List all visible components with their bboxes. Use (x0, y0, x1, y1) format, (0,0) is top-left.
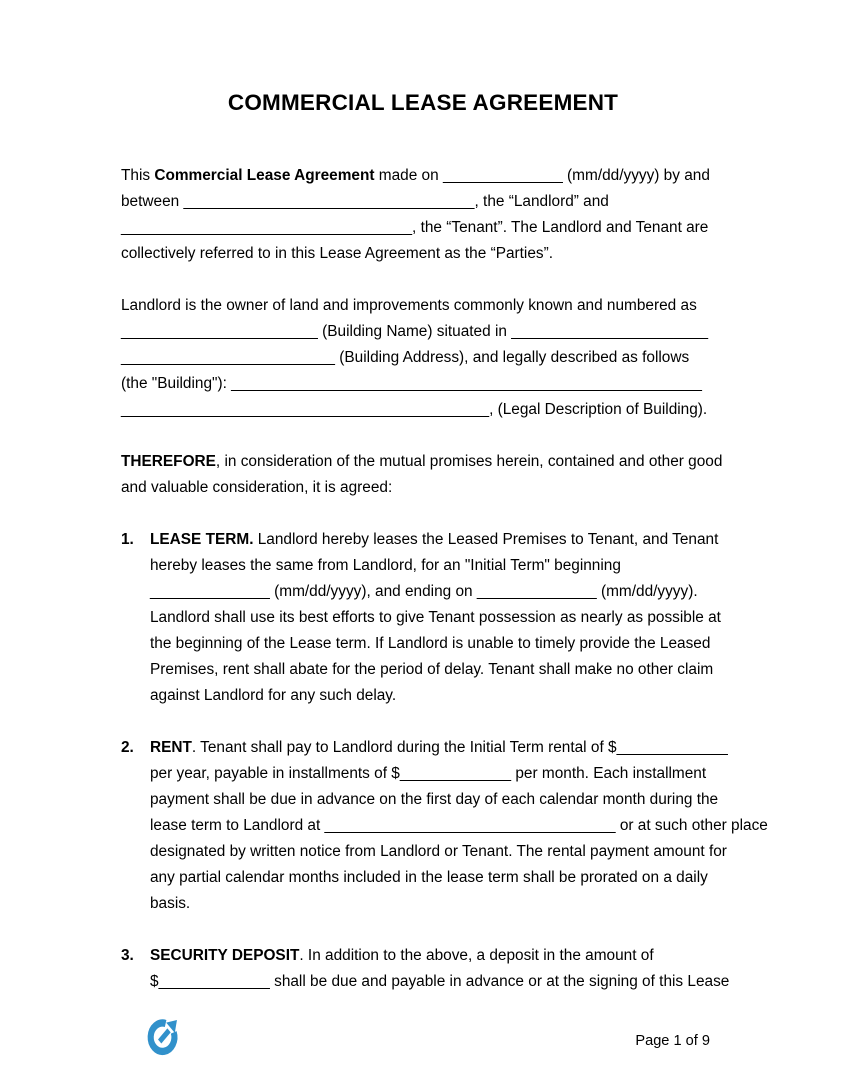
text-run: , the “Landlord” and (474, 193, 609, 210)
text-line (121, 475, 725, 501)
text-run: against Landlord for any such delay. (150, 687, 397, 704)
section-text (150, 527, 725, 709)
text-run: (the "Building"): (121, 375, 232, 392)
blank-line: __________________________________ (183, 193, 475, 210)
intro-paragraphs (121, 163, 725, 501)
blank-line: _______________________ (121, 323, 318, 340)
text-line (121, 397, 725, 423)
text-line (121, 449, 725, 475)
text-line (121, 371, 725, 397)
blank-line: ______________ (442, 167, 563, 184)
text-run: or at such other place (615, 817, 768, 834)
text-run: (mm/dd/yyyy), and ending on (269, 583, 477, 600)
section-text (150, 735, 768, 917)
page-number-label: Page 1 of 9 (635, 1033, 710, 1049)
blank-line: _______________________ (511, 323, 709, 340)
rent-clause (121, 735, 768, 917)
text-run: . In addition to the above, a deposit in the amount of (299, 947, 654, 964)
text-run: the beginning of the Lease term. If Landlord is unable to timely provide the Leased (150, 635, 711, 652)
bold-text: LEASE TERM. (150, 531, 254, 548)
text-line (150, 761, 768, 787)
text-run: (Building Address), and legally described as follows (335, 349, 690, 366)
text-line (150, 865, 768, 891)
page-content (121, 0, 768, 1021)
blank-line: _________________________ (121, 349, 335, 366)
text-run: Premises, rent shall abate for the period of delay. Tenant shall make no other claim (150, 661, 714, 678)
text-line (150, 839, 768, 865)
security-deposit-clause (121, 943, 730, 995)
text-run: and valuable consideration, it is agreed: (121, 479, 393, 496)
text-run: shall be due and payable in advance or at the signing of this Lease (269, 973, 730, 990)
text-run: between (121, 193, 184, 210)
text-run: lease term to Landlord at (150, 817, 325, 834)
text-line (150, 553, 725, 579)
text-run: hereby leases the same from Landlord, for an "Initial Term" beginning (150, 557, 621, 574)
numbered-sections (121, 527, 768, 995)
text-line (150, 657, 725, 683)
text-line (121, 319, 725, 345)
blank-line: __________________________________ (324, 817, 616, 834)
text-run: Landlord hereby leases the Leased Premises to Tenant, and Tenant (253, 531, 719, 548)
text-run: designated by written notice from Landlord or Tenant. The rental payment amount for (150, 843, 727, 860)
text-run: collectively referred to in this Lease Agreement as the “Parties”. (121, 245, 553, 262)
text-run: (mm/dd/yyyy) by and (562, 167, 710, 184)
text-run: basis. (150, 895, 191, 912)
text-run: per month. Each installment (511, 765, 707, 782)
section-number: 2. (121, 739, 134, 756)
text-line (150, 527, 725, 553)
text-line (150, 813, 768, 839)
blank-line: __________________________________ (121, 219, 413, 236)
text-line (121, 241, 725, 267)
section-number: 3. (121, 947, 134, 964)
text-run: , (Legal Description of Building). (489, 401, 708, 418)
text-line (150, 683, 725, 709)
document-title: COMMERCIAL LEASE AGREEMENT (227, 90, 619, 115)
text-line (121, 163, 725, 189)
text-run: made on (374, 167, 443, 184)
bold-text: SECURITY DEPOSIT (150, 947, 300, 964)
bold-text: Commercial Lease Agreement (154, 167, 375, 184)
text-run: any partial calendar months included in the lease term shall be prorated on a daily (150, 869, 708, 886)
section-number: 1. (121, 531, 134, 548)
text-line (121, 215, 725, 241)
bold-text: RENT (150, 739, 192, 756)
blank-line: _____________ (399, 765, 512, 782)
text-line (150, 605, 725, 631)
text-line (121, 345, 725, 371)
text-run: , in consideration of the mutual promises herein, contained and other good (215, 453, 723, 470)
therefore-clause (121, 449, 725, 501)
text-line (150, 579, 725, 605)
text-line (121, 189, 725, 215)
text-run: , the “Tenant”. The Landlord and Tenant are (412, 219, 709, 236)
text-run: (mm/dd/yyyy). (596, 583, 698, 600)
text-run: (Building Name) situated in (317, 323, 512, 340)
premises-clause (121, 293, 725, 423)
text-run: payment shall be due in advance on the first day of each calendar month during the (150, 791, 719, 808)
blank-line: _____________ (616, 739, 728, 756)
text-run: Landlord is the owner of land and improvements commonly known and numbered as (121, 297, 697, 314)
text-run: per year, payable in installments of $ (150, 765, 400, 782)
text-line (150, 631, 725, 657)
parties-clause (121, 163, 725, 267)
bold-text: THEREFORE (121, 453, 216, 470)
text-run: . Tenant shall pay to Landlord during the Initial Term rental of $ (191, 739, 617, 756)
text-line (150, 735, 768, 761)
text-line (121, 293, 725, 319)
blank-line: _____________ (158, 973, 270, 990)
text-run: Landlord shall use its best efforts to give Tenant possession as nearly as possible at (150, 609, 721, 626)
text-line (150, 891, 768, 917)
text-run: This (121, 167, 155, 184)
blank-line: _______________________________________________________ (231, 375, 702, 392)
lease-term-clause (121, 527, 725, 709)
blank-line: ______________ (476, 583, 597, 600)
circular-arrow-logo-icon (146, 1014, 182, 1057)
text-line (150, 969, 729, 995)
section-text (150, 943, 729, 995)
text-run: $ (150, 973, 159, 990)
text-line (150, 943, 729, 969)
text-line (150, 787, 768, 813)
blank-line: ___________________________________________ (121, 401, 490, 418)
blank-line: ______________ (150, 583, 270, 600)
